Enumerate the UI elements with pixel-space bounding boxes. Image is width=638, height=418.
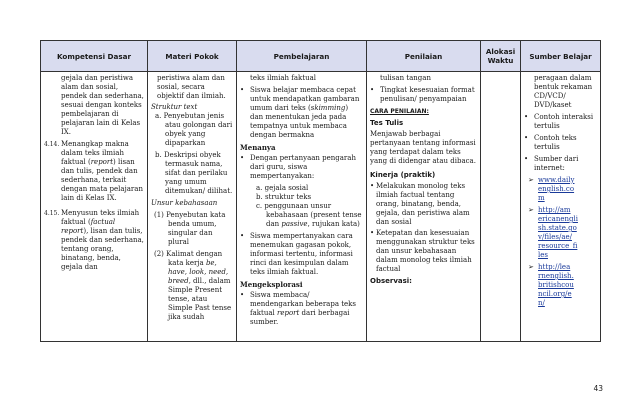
sub-item: c. penggunaan unsur kebahasaan (present tense dan passive, rujukan kata) <box>256 202 362 228</box>
unsur-label: Unsur kebahasaan <box>151 199 218 207</box>
kompetensi-item <box>44 209 144 272</box>
link-britishcouncil[interactable]: http://lea rnenglish. britishcou ncil.org/e n/ <box>538 263 574 307</box>
list-item: • Siswa belajar membaca cepat untuk mendapatkan gambaran umum dari teks (skimming) dan menentukan jeda pada tempatnya untuk membaca dengan bermakna <box>240 86 360 139</box>
sub-item: b. struktur teks <box>256 193 312 201</box>
list-item: • Siswa mempertanyakan cara menemukan gagasan pokok, informasi tertentu, informasi rinci dan kesimpulan dalam teks ilmiah faktual. <box>240 232 353 276</box>
cell-pembelajaran <box>237 72 367 342</box>
kompetensi-continuation: gejala dan peristiwa alam dan sosial, pendek dan sederhana, sesuai dengan konteks pembelajaran di pelajaran lain di Kelas IX. <box>61 74 144 136</box>
arrow-bullet-icon: ➢ <box>528 206 534 214</box>
header-penilaian: Penilaian <box>367 41 481 72</box>
link-dailyenglish[interactable]: www.daily english.co m <box>538 176 575 202</box>
header-pembelajaran: Pembelajaran <box>237 41 367 72</box>
list-item: • Melakukan monolog teks ilmiah factual tentang orang, binatang, benda, gejala, dan peristiwa alam dan sosial <box>370 182 470 226</box>
link-item[interactable] <box>524 206 597 260</box>
header-sumber: Sumber Belajar <box>521 41 601 72</box>
link-item[interactable] <box>524 176 597 203</box>
cell-kompetensi <box>41 72 148 342</box>
kompetensi-item <box>44 140 144 203</box>
observasi-heading: Observasi: <box>370 277 412 285</box>
header-alokasi: Alokasi Waktu <box>481 41 521 72</box>
list-item: • Sumber dari internet: <box>524 155 579 172</box>
list-item: • Siswa membaca/ mendengarkan beberapa teks faktual report dari berbagai sumber. <box>240 291 357 326</box>
kompetensi-item-text: Menyusun teks ilmiah faktual (factual report), lisan dan tulis, pendek dan sederhana, tentang orang, binatang, benda, gejala dan <box>61 209 144 271</box>
header-kompetensi: Kompetensi Dasar <box>41 41 148 72</box>
sumber-continuation: peragaan dalam bentuk rekaman CD/VCD/ DVD/kaset <box>534 74 593 109</box>
header-materi: Materi Pokok <box>148 41 237 72</box>
materi-continuation: peristiwa alam dan sosial, secara objektif dan ilmiah. <box>157 74 226 100</box>
tes-tulis-text: Menjawab berbagai pertanyaan tentang informasi yang terdapat dalam teks yang di didengar atau dibaca. <box>370 130 476 165</box>
arrow-bullet-icon: ➢ <box>528 176 534 184</box>
page-number: 43 <box>593 384 603 393</box>
list-item: • Ketepatan dan kesesuaian menggunakan struktur teks dan unsur kebahasaan dalam monolog teks ilmiah factual <box>370 229 475 273</box>
unsur-item: (2) Kalimat dengan kata kerja be, have, look, need, breed, dll., dalam Simple Present tense, atau Simple Past tense jika sudah <box>154 250 232 321</box>
struktur-item: b. Deskripsi obyek termasuk nama, sifat dan perilaku yang umum ditemukan/ dilihat. <box>155 151 233 195</box>
cell-sumber <box>521 72 601 342</box>
list-item: • Contoh interaksi tertulis <box>524 113 594 130</box>
cell-penilaian <box>367 72 481 342</box>
cell-materi <box>148 72 237 342</box>
kompetensi-item-number: 4.14. <box>44 141 60 148</box>
kompetensi-item-text: Menangkap makna dalam teks ilmiah faktual (report) lisan dan tulis, pendek dan sederhana, terkait dengan mata pelajaran lain di Kelas IX. <box>61 140 143 202</box>
cara-penilaian-heading: CARA PENILAIAN: <box>370 108 429 115</box>
kompetensi-item-number: 4.15. <box>44 210 60 217</box>
sub-item: a. gejala sosial <box>256 184 309 192</box>
arrow-bullet-icon: ➢ <box>528 263 534 271</box>
link-americanenglish[interactable]: http://am ericanengli sh.state.go v/files/ae/ resource_fi les <box>538 206 578 259</box>
penilaian-continuation: tulisan tangan <box>380 74 431 82</box>
cell-alokasi <box>481 72 521 342</box>
tes-tulis-heading: Tes Tulis <box>370 119 404 127</box>
list-item: • Dengan pertanyaan pengarah dari guru, siswa mempertanyakan: <box>240 154 356 180</box>
sub-list <box>240 184 363 229</box>
unsur-item: (1) Penyebutan kata benda umum, singular dan plural <box>154 211 226 246</box>
list-item: • Tingkat kesesuaian format penulisan/ penyampaian <box>370 86 475 103</box>
struktur-item: a. Penyebutan jenis atau golongan dari obyek yang dipaparkan <box>155 112 233 147</box>
kinerja-heading: Kinerja (praktik) <box>370 171 436 179</box>
syllabus-table <box>40 40 601 342</box>
link-item[interactable] <box>524 263 597 308</box>
list-item: • Contoh teks tertulis <box>524 134 577 151</box>
pembelajaran-continuation: teks ilmiah faktual <box>250 74 317 82</box>
menanya-heading: Menanya <box>240 143 276 152</box>
struktur-label: Struktur text <box>151 103 198 111</box>
table-row <box>41 72 601 342</box>
table-header-row <box>41 41 601 72</box>
mengeksplorasi-heading: Mengeksplorasi <box>240 280 303 289</box>
